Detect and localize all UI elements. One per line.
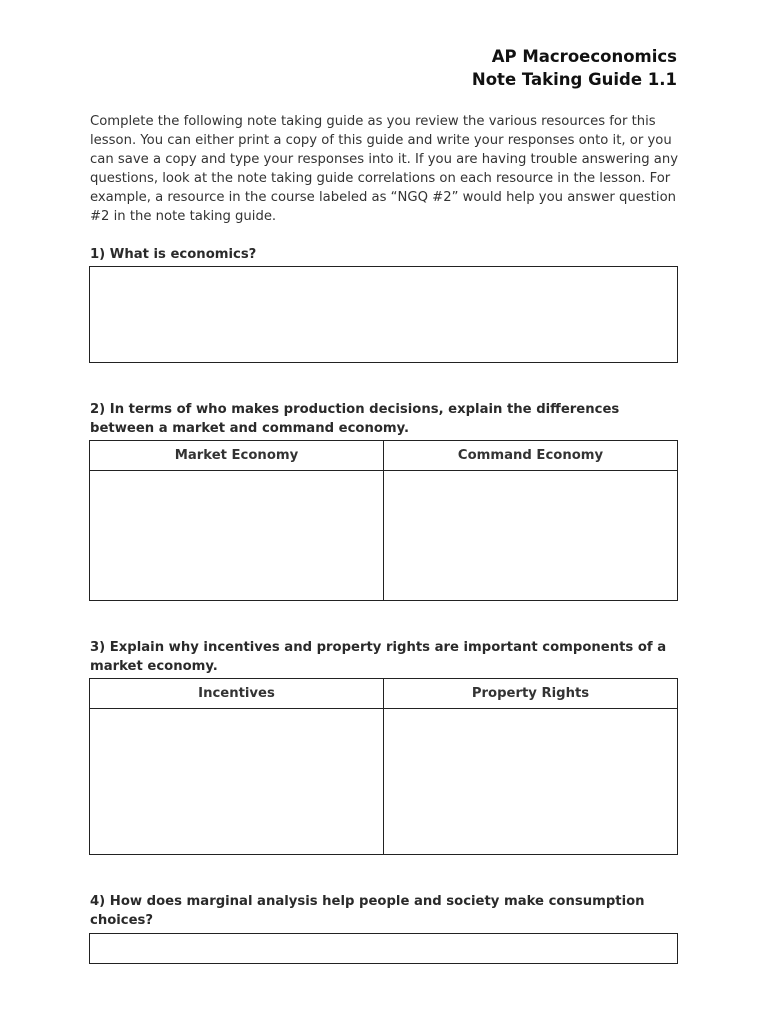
command-economy-answer-cell[interactable] bbox=[384, 471, 678, 601]
question-1-prompt: 1) What is economics? bbox=[90, 247, 257, 262]
market-economy-header: Market Economy bbox=[90, 441, 384, 471]
question-4-prompt: 4) How does marginal analysis help people and society make consumption choices? bbox=[90, 894, 645, 928]
command-economy-header: Command Economy bbox=[384, 441, 678, 471]
property-rights-answer-cell[interactable] bbox=[384, 709, 678, 855]
question-3-prompt: 3) Explain why incentives and property rights are important components of a market economy. bbox=[90, 640, 667, 674]
intro-paragraph: Complete the following note taking guide as you review the various resources for this lesson. You can either print a copy of this guide and write your responses onto it, or you can save a copy and type your responses into it. If you are having trouble answering any questions, look at the note taking guide correlations on each resource in the lesson. For example, a resource in the course labeled as “NGQ #2” would help you answer question #2 in the note taking guide. bbox=[90, 114, 679, 224]
property-rights-header: Property Rights bbox=[384, 679, 678, 709]
document-header bbox=[472, 45, 677, 91]
market-economy-answer-cell[interactable] bbox=[90, 471, 384, 601]
question-1-answer-box[interactable] bbox=[89, 266, 678, 363]
question-4-answer-box[interactable] bbox=[89, 933, 678, 964]
course-title: AP Macroeconomics bbox=[491, 47, 677, 66]
question-2-prompt: 2) In terms of who makes production decisions, explain the differences between a market and command economy. bbox=[90, 402, 620, 436]
incentives-header: Incentives bbox=[90, 679, 384, 709]
incentives-answer-cell[interactable] bbox=[90, 709, 384, 855]
question-3-table bbox=[89, 678, 678, 855]
question-2-table bbox=[89, 440, 678, 601]
guide-title: Note Taking Guide 1.1 bbox=[471, 70, 677, 89]
